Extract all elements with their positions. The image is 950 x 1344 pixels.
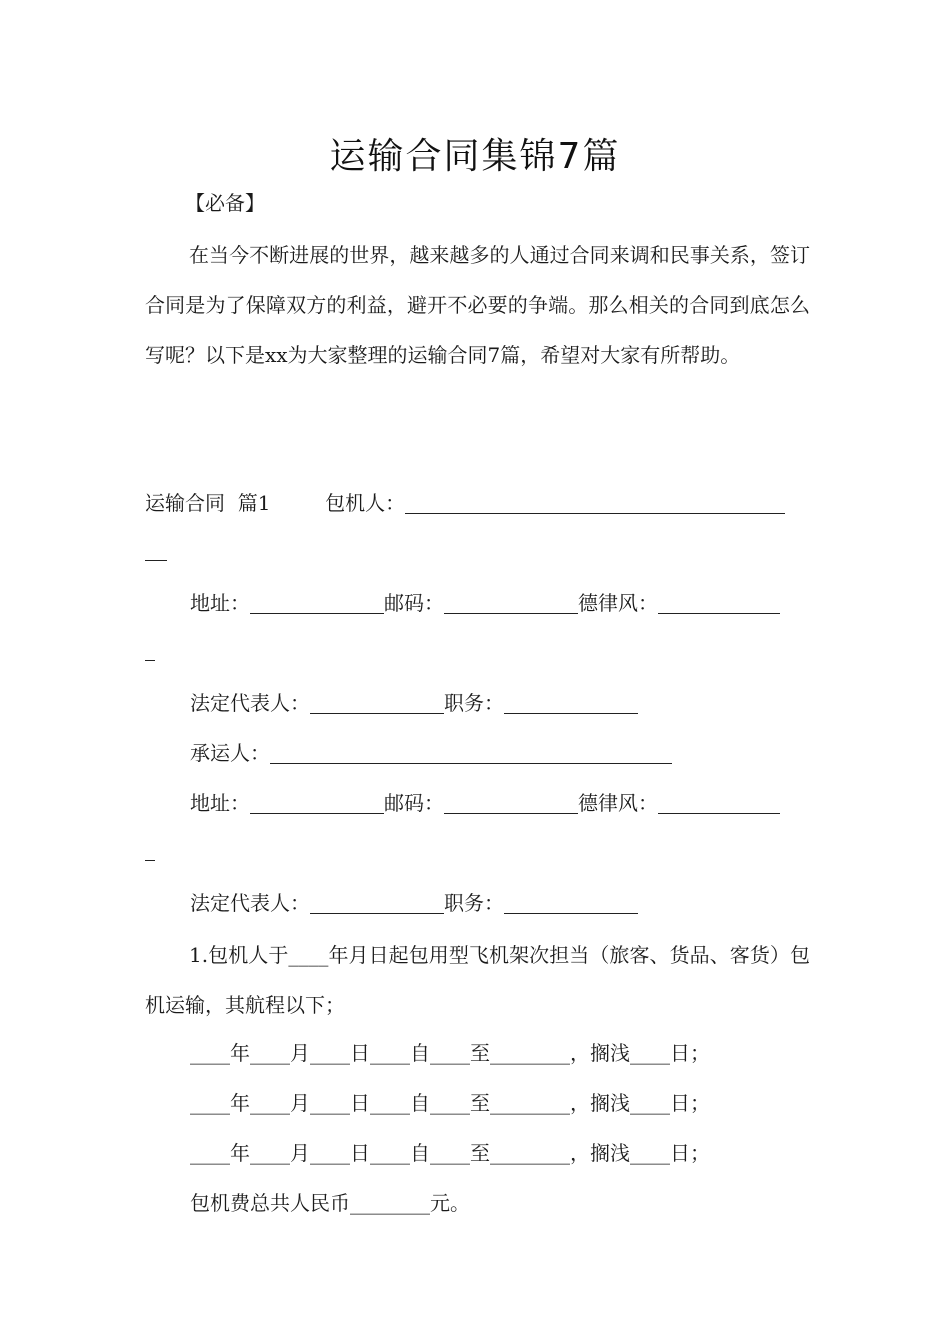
postcode-label: 邮码： (384, 591, 444, 615)
party-b-label: 承运人： (190, 741, 270, 765)
address-label: 地址： (190, 591, 250, 615)
intro-paragraph: 在当今不断进展的世界，越来越多的人通过合同来调和民事关系，签订合同是为了保障双方的利益，避开不必要的争端。那么相关的合同到底怎么写呢？以下是xx为大家整理的运输合同7篇，希望对大家有所帮助。 (145, 243, 810, 367)
party-b-line (190, 737, 672, 766)
party-b-contact-line (190, 787, 780, 816)
party-b-blank (270, 741, 672, 764)
party-b-rep-line (190, 887, 638, 916)
legal-rep-label: 法定代表人： (190, 691, 310, 715)
party-a-contact-line (190, 587, 780, 616)
address-label-b: 地址： (190, 791, 250, 815)
section-heading-line (145, 487, 785, 516)
schedule-line-1: ____年____月____日____自____至________，搁浅____日； (190, 1041, 710, 1065)
phone-blank-continuation (145, 638, 155, 662)
legal-rep-label-b: 法定代表人： (190, 891, 310, 915)
party-a-rep-line (190, 687, 638, 716)
phone-label: 德律风： (578, 591, 658, 615)
tag-label: 【必备】 (185, 191, 265, 215)
party-a-label: 包机人： (325, 491, 406, 515)
schedule-line-3: ____年____月____日____自____至________，搁浅____日； (190, 1141, 710, 1165)
position-label: 职务： (444, 691, 504, 715)
document-title: 运输合同集锦7篇 (329, 136, 621, 177)
clause-1-paragraph: 1.包机人于____年月日起包用型飞机架次担当（旅客、货品、客货）包机运输，其航程以下； (145, 943, 810, 1017)
position-label-b: 职务： (444, 891, 504, 915)
postcode-label-b: 邮码： (384, 791, 444, 815)
party-a-blank (405, 491, 785, 514)
schedule-line-2: ____年____月____日____自____至________，搁浅____日； (190, 1091, 710, 1115)
phone-label-b: 德律风： (578, 791, 658, 815)
phone-blank-continuation-b (145, 838, 155, 862)
party-a-blank-continuation (145, 538, 167, 562)
section-heading: 运输合同 篇1 (145, 491, 271, 515)
fee-line: 包机费总共人民币________元。 (190, 1191, 470, 1215)
